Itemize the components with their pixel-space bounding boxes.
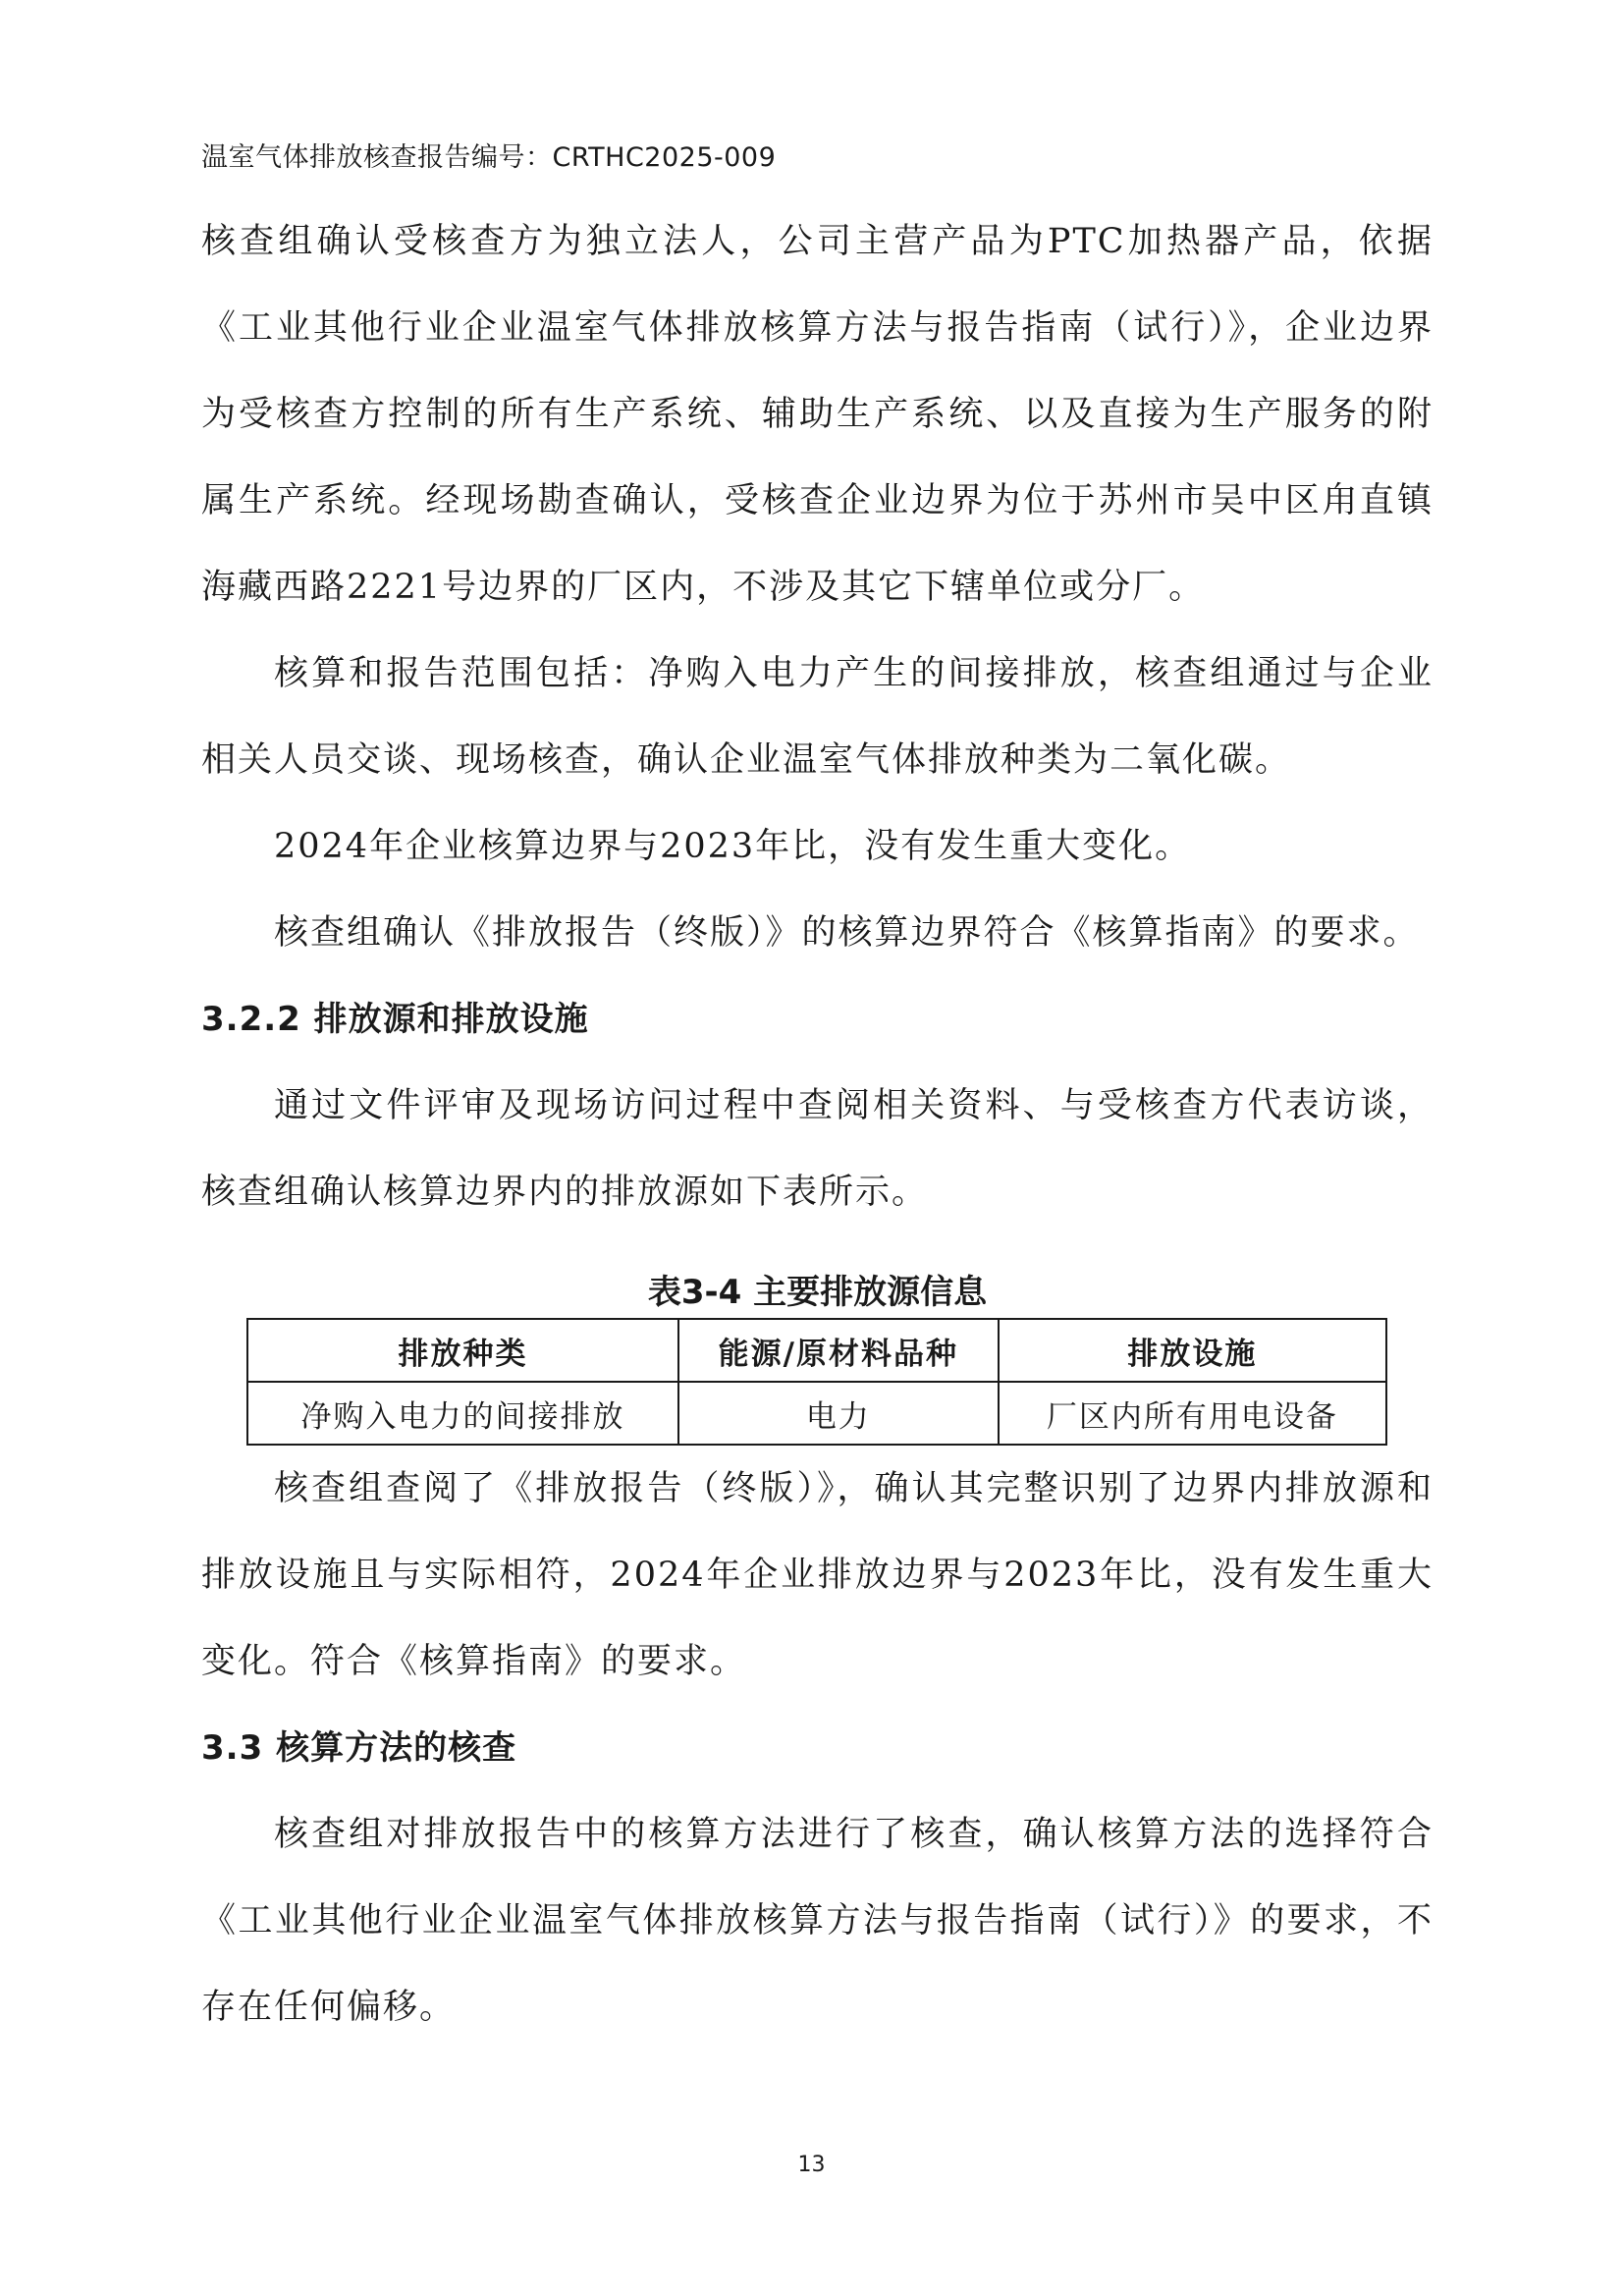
table-header-cell: 排放设施: [999, 1319, 1386, 1382]
paragraph-boundary-change: 2024年企业核算边界与2023年比，没有发生重大变化。: [274, 827, 1192, 866]
table-cell: 净购入电力的间接排放: [247, 1382, 678, 1445]
section-heading-3-2-2: 3.2.2 排放源和排放设施: [201, 1000, 589, 1039]
table-header-cell: 能源/原材料品种: [678, 1319, 999, 1382]
table-header-cell: 排放种类: [247, 1319, 678, 1382]
paragraph-emission-source-intro: 通过文件评审及现场访问过程中查阅相关资料、与受核查方代表访谈，核查组确认核算边界内的排放源如下表所示。: [201, 1086, 1434, 1212]
paragraph-scope: 核算和报告范围包括：净购入电力产生的间接排放，核查组通过与企业相关人员交谈、现场核查，确认企业温室气体排放种类为二氧化碳。: [201, 654, 1434, 780]
paragraph-boundary: 核查组确认受核查方为独立法人，公司主营产品为PTC加热器产品，依据《工业其他行业企业温室气体排放核算方法与报告指南（试行）》，企业边界为受核查方控制的所有生产系统、辅助生产系统、以及直接为生产服务的附属生产系统。经现场勘查确认，受核查企业边界为位于苏州市吴中区甪直镇海藏西路2221号边界的厂区内，不涉及其它下辖单位或分厂。: [201, 222, 1434, 607]
table-row: [247, 1382, 1386, 1445]
table-cell: 电力: [678, 1382, 999, 1445]
table-title: 表3-4 主要排放源信息: [647, 1273, 988, 1312]
report-header: 温室气体排放核查报告编号：CRTHC2025-009: [201, 142, 777, 173]
page-number: 13: [797, 2153, 826, 2177]
table-cell: 厂区内所有用电设备: [999, 1382, 1386, 1445]
paragraph-emission-source-review: 核查组查阅了《排放报告（终版）》，确认其完整识别了边界内排放源和排放设施且与实际相符，2024年企业排放边界与2023年比，没有发生重大变化。符合《核算指南》的要求。: [201, 1469, 1434, 1681]
section-heading-3-3: 3.3 核算方法的核查: [201, 1728, 517, 1768]
emission-source-table: [246, 1318, 1387, 1446]
table-header-row: [247, 1319, 1386, 1382]
paragraph-method-review: 核查组对排放报告中的核算方法进行了核查，确认核算方法的选择符合《工业其他行业企业温室气体排放核算方法与报告指南（试行）》的要求，不存在任何偏移。: [201, 1815, 1434, 2027]
paragraph-boundary-conformity: 核查组确认《排放报告（终版）》的核算边界符合《核算指南》的要求。: [274, 913, 1420, 953]
page-content: [201, 198, 1434, 2050]
